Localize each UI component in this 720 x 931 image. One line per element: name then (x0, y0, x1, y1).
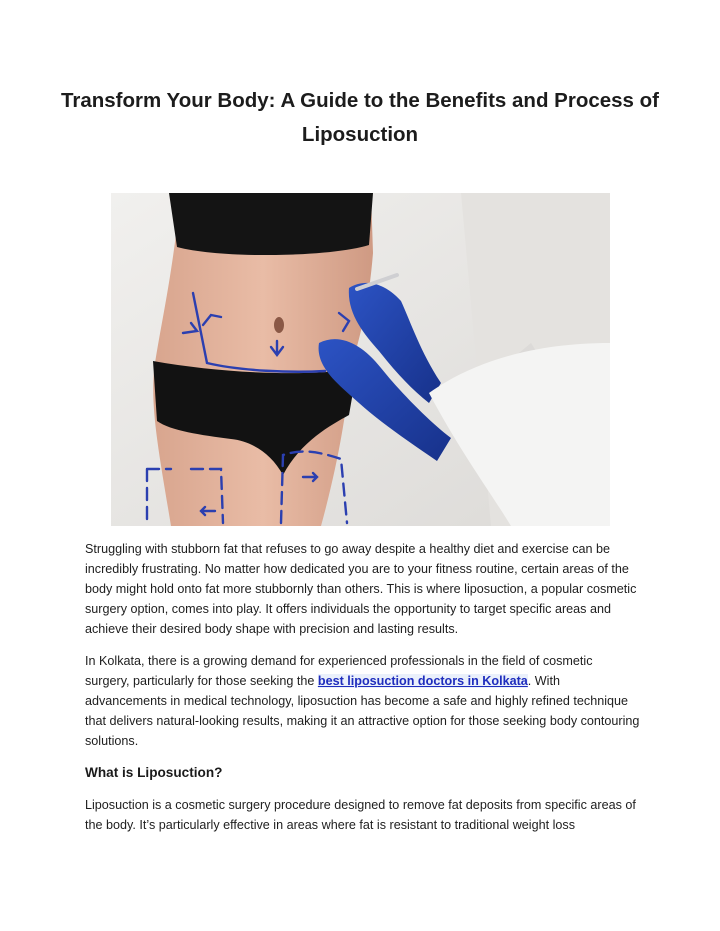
kolkata-paragraph-text-after: . With advancements in medical technology, liposuction has become a safe and highly refined technique that delivers natural-looking results, making it an attractive option for those seeking body contouring solutions. (85, 674, 640, 748)
page-title: Transform Your Body: A Guide to the Benefits and Process of Liposuction (60, 89, 659, 146)
liposuction-body-marking-photo-icon (111, 193, 610, 526)
intro-paragraph: Struggling with stubborn fat that refuses to go away despite a healthy diet and exercise can be incredibly frustrating. No matter how dedicated you are to your fitness routine, certain areas of the body might hold onto fat more stubbornly than others. This is where liposuction, a popular cosmetic surgery option, comes into play. It offers individuals the opportunity to target specific areas and achieve their desired body shape with precision and lasting results. (85, 542, 637, 636)
article-body (85, 539, 640, 847)
hero-image (111, 193, 610, 526)
best-liposuction-doctors-link[interactable]: best liposuction doctors in Kolkata (317, 674, 528, 688)
section-heading: What is Liposuction? (85, 765, 223, 780)
kolkata-paragraph (85, 651, 640, 751)
definition-paragraph: Liposuction is a cosmetic surgery procedure designed to remove fat deposits from specific areas of the body. It’s particularly effective in areas where fat is resistant to traditional weight loss (85, 798, 636, 832)
kolkata-paragraph-text-before: In Kolkata, there is a growing demand for experienced professionals in the field of cosmetic surgery, particularly for those seeking the (85, 654, 593, 688)
